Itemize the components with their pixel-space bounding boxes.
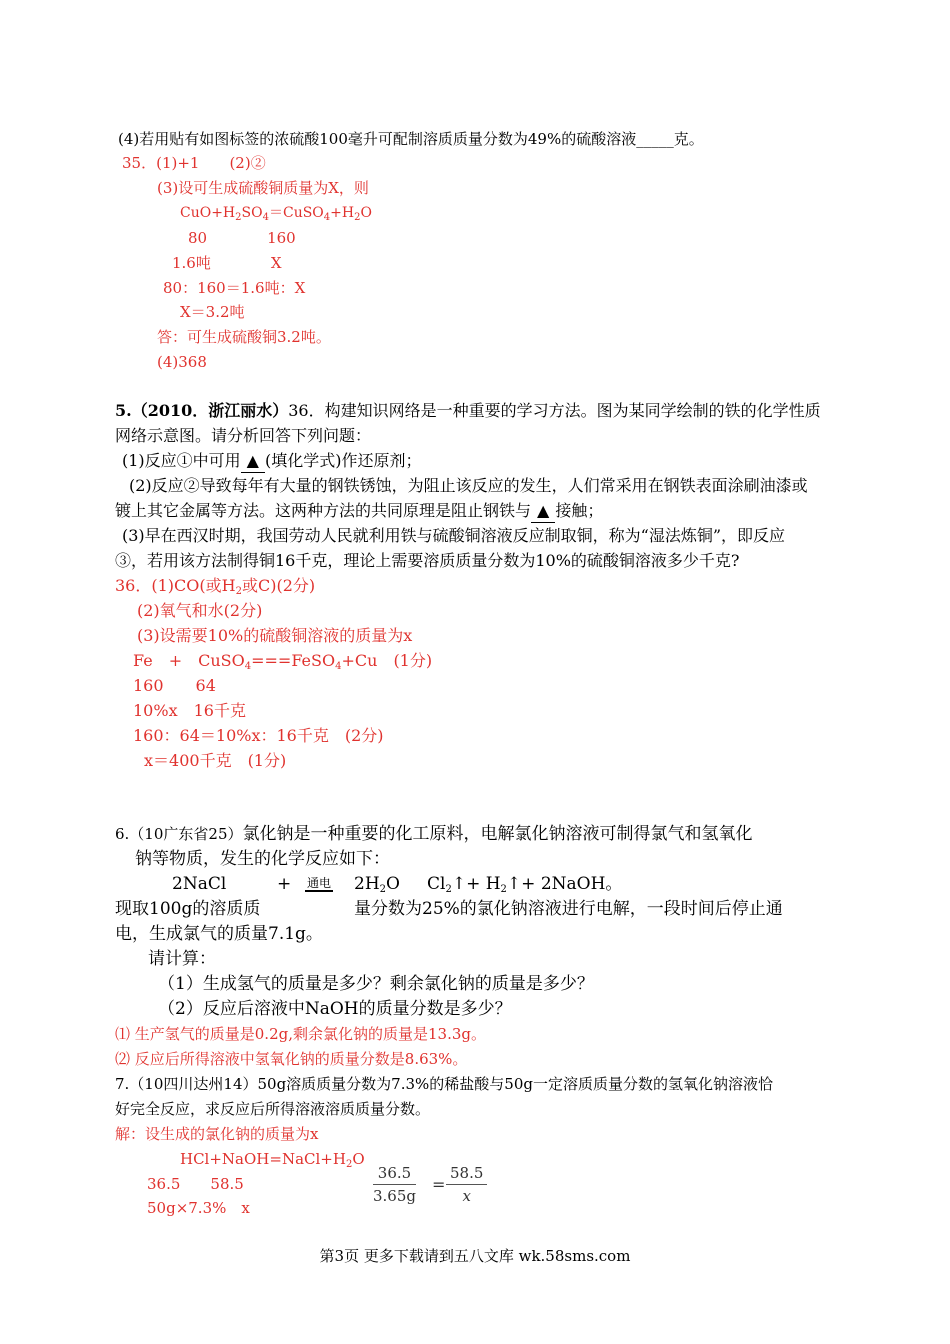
q6-stem-line1: 6.（10广东省25）氯化钠是一种重要的化工原料，电解氯化钠溶液可制得氯气和氢氧化 (115, 824, 753, 844)
q5-part2-line1: (2)反应②导致每年有大量的钢铁锈蚀，为阻止该反应的发生，人们常采用在钢铁表面涂刷油漆或 (129, 476, 808, 495)
q6-ask2: （2）反应后溶液中NaOH的质量分数是多少？ (158, 999, 512, 1019)
q6-body-line1b: 量分数为25%的氯化钠溶液进行电解，一段时间后停止通 (354, 899, 783, 919)
ans35-line2: (3)设可生成硫酸铜质量为X，则 (157, 179, 369, 197)
q5-part3-line2: ③，若用该方法制得铜16千克，理论上需要溶质质量分数为10%的硫酸铜溶液多少千克? (115, 551, 740, 570)
q5-part3-line1: (3)早在西汉时期，我国劳动人民就利用铁与硫酸铜溶液反应制取铜，称为“湿法炼铜”，即反应 (122, 526, 786, 545)
ans36-line8: x＝400千克 (1分) (144, 751, 287, 770)
q5-heading: 5.（2010．浙江丽水） (115, 401, 289, 420)
q6-eq-condition: 通电 (307, 876, 332, 890)
ans36-line4: Fe + CuSO$_4$===FeSO$_4$+Cu (1分) (133, 651, 433, 672)
q7-stem-line2: 好完全反应，求反应后所得溶液溶质质量分数。 (115, 1100, 431, 1118)
q6-eq-products: $Cl_2↑+$ $H_2↑+$ 2NaOH。 (427, 874, 623, 895)
q4-text: (4)若用贴有如图标签的浓硫酸100毫升可配制溶质质量分数为49%的硫酸溶液 (118, 130, 637, 148)
q7-stem-line1: 7.（10四川达州14）50g溶质质量分数为7.3%的稀盐酸与50g一定溶质质量分数的氢氧化钠溶液恰 (115, 1075, 773, 1093)
q6-ask1: （1）生成氢气的质量是多少？剩余氯化钠的质量是多少？ (158, 974, 594, 994)
q6-heading: 6.（10广东省25） (115, 825, 243, 843)
fraction-right-numerator: 58.5 (446, 1164, 487, 1185)
q5-blank1: ▲ (241, 450, 265, 473)
ans35-equation: $CuO+H_2SO_4=CuSO_4+H_2O$ (180, 205, 372, 223)
q4-blank: _____ (636, 130, 674, 148)
ans35-line8: 答：可生成硫酸铜3.2吨。 (157, 328, 331, 346)
ans36-line2: (2)氧气和水(2分) (137, 601, 263, 620)
fraction-right-denominator: x (462, 1187, 471, 1205)
q6-eq-water: $2H_2O$ (354, 874, 400, 895)
ans36-line1: 36．(1)CO(或$H_2$或C)(2分) (115, 576, 316, 597)
ans35-line1: 35．(1)+1 (2)② (122, 154, 266, 172)
q6-body-line2: 电，生成氯气的质量7.1g。 (115, 924, 323, 944)
q5-blank2: ▲ (531, 500, 555, 523)
ans36-line5: 160 64 (133, 676, 216, 695)
q7-fraction-left (373, 1164, 416, 1205)
q7-answer-equation: $HCl+NaOH=NaCl+H_2O$ (180, 1150, 365, 1170)
ans36-line7: 160：64＝10%x：16千克 (2分) (133, 726, 384, 745)
q7-answer-line3: 36.5 58.5 (147, 1175, 244, 1193)
q6-answer2: ⑵ 反应后所得溶液中氢氧化钠的质量分数是8.63%。 (115, 1050, 468, 1068)
q6-answer1: ⑴ 生产氢气的质量是0.2g,剩余氯化钠的质量是13.3g。 (115, 1025, 486, 1043)
ans36-line3: (3)设需要10%的硫酸铜溶液的质量为x (137, 626, 413, 645)
ans36-line6: 10%x 16千克 (133, 701, 246, 720)
page-footer: 第3页 更多下载请到五八文库 wk.58sms.com (319, 1247, 631, 1265)
q4-line (118, 129, 704, 149)
q5-stem-line1: 5.（2010．浙江丽水）36．构建知识网络是一种重要的学习方法。图为某同学绘制的铁的化学性质 (115, 401, 821, 420)
q7-answer-line4: 50g×7.3% x (147, 1199, 250, 1217)
q5-stem-line2: 网络示意图。请分析回答下列问题： (115, 426, 372, 445)
ans35-line7: X＝3.2吨 (180, 303, 245, 321)
q6-ask: 请计算： (148, 949, 216, 969)
q7-answer-line1: 解：设生成的氯化钠的质量为x (115, 1125, 319, 1143)
q4-unit: 克。 (673, 130, 704, 148)
q7-fraction-right (446, 1164, 487, 1205)
q6-eq-reactant: 2NaCl (172, 874, 227, 894)
q6-stem-line2: 钠等物质，发生的化学反应如下： (135, 849, 390, 869)
q7-equals: = (432, 1175, 446, 1194)
q5-part2-line2: 镀上其它金属等方法。这两种方法的共同原理是阻止钢铁与 ▲ 接触； (115, 500, 603, 523)
ans35-line6: 80：160＝1.6吨：X (163, 279, 306, 297)
fraction-left-denominator: 3.65g (373, 1187, 417, 1205)
ans35-line4: 80 160 (188, 229, 296, 247)
q5-part1: (1)反应①中可用 ▲ (填化学式)作还原剂； (122, 450, 421, 473)
ans35-line9: (4)368 (157, 353, 207, 371)
ans35-line5: 1.6吨 X (172, 254, 282, 272)
q6-body-line1a: 现取100g的溶质质 (115, 899, 261, 919)
q6-eq-plus: + (277, 874, 292, 894)
fraction-left-numerator: 36.5 (373, 1164, 416, 1185)
